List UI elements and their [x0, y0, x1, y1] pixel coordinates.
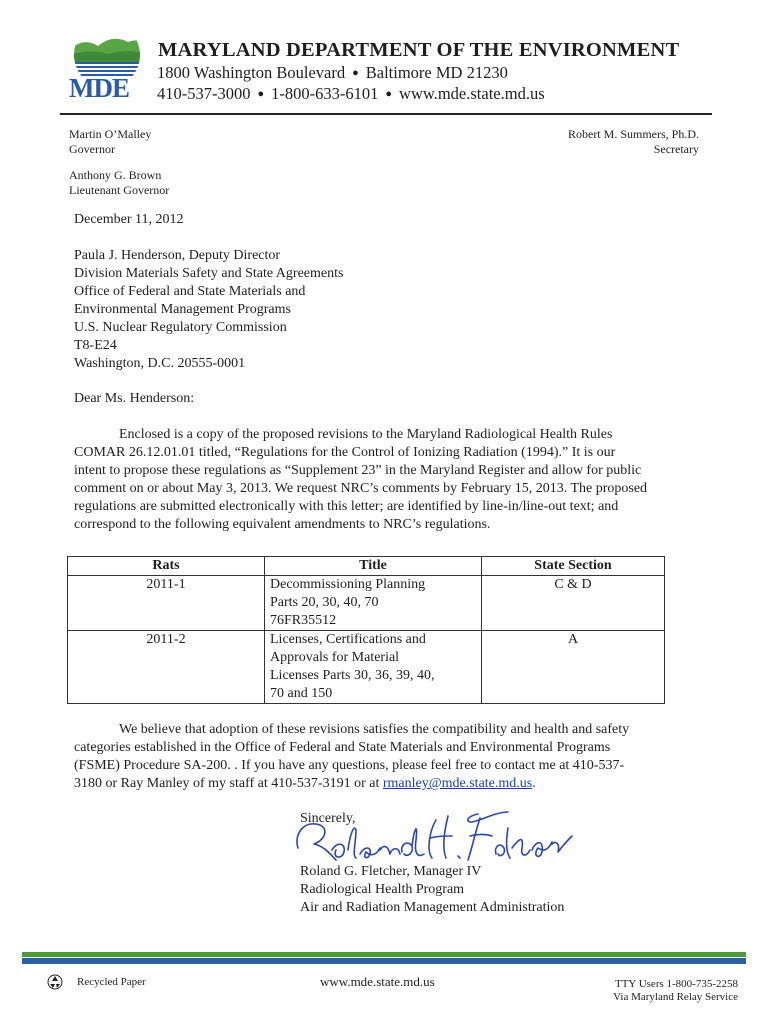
- lt-governor-title: Lieutenant Governor: [69, 183, 170, 197]
- lt-governor-block: [69, 168, 169, 198]
- relay-service: Via Maryland Relay Service: [613, 991, 738, 1003]
- recipient-line: Environmental Management Programs: [74, 302, 291, 317]
- paragraph-line: (FSME) Procedure SA-200. . If you have any questions, please feel free to contact me at 410-537-: [74, 758, 625, 773]
- address-street: 1800 Washington Boulevard: [157, 63, 346, 82]
- recipient-line: Washington, D.C. 20555-0001: [74, 356, 246, 371]
- salutation: Dear Ms. Henderson:: [74, 391, 195, 406]
- bullet-icon: ●: [385, 88, 393, 100]
- handwritten-signature: [286, 800, 586, 870]
- cell-state-section: C & D: [482, 576, 665, 631]
- recipient-line: U.S. Nuclear Regulatory Commission: [74, 320, 287, 335]
- title-line: 76FR35512: [270, 613, 337, 628]
- recipient-line: T8-E24: [74, 338, 117, 353]
- cell-rats: 2011-2: [68, 631, 265, 704]
- column-header-title: Title: [265, 557, 482, 576]
- agency-website[interactable]: www.mde.state.md.us: [399, 84, 545, 103]
- signer-name: Roland G. Fletcher, Manager IV: [300, 864, 482, 879]
- secretary-name: Robert M. Summers, Ph.D.: [567, 127, 699, 141]
- paragraph-line: We believe that adoption of these revisions satisfies the compatibility and health and safety: [119, 722, 630, 737]
- email-link[interactable]: rmanley@mde.state.md.us: [382, 776, 533, 791]
- closing: Sincerely,: [300, 811, 356, 826]
- secretary-block: [568, 127, 699, 157]
- table-header-row: [68, 557, 665, 576]
- agency-phone: 410-537-3000: [157, 84, 251, 103]
- table-row: [68, 576, 665, 631]
- lt-governor-name: Anthony G. Brown: [69, 168, 162, 182]
- footer-band-green: [22, 952, 746, 957]
- paragraph-line: Enclosed is a copy of the proposed revisions to the Maryland Radiological Health Rules: [119, 427, 613, 442]
- signer-administration: Air and Radiation Management Administration: [300, 900, 565, 915]
- contact-text: 3180 or Ray Manley of my staff at 410-537-3191 or at: [74, 776, 383, 791]
- column-header-rats: Rats: [68, 557, 265, 576]
- table-row: [68, 631, 665, 704]
- governor-name: Martin O’Malley: [69, 127, 152, 141]
- recipient-address: [74, 247, 343, 373]
- cell-state-section: A: [482, 631, 665, 704]
- signer-block: [300, 863, 564, 917]
- secretary-title: Secretary: [653, 142, 699, 156]
- cell-title: [265, 631, 482, 704]
- recipient-line: Division Materials Safety and State Agreements: [74, 266, 344, 281]
- footer-website[interactable]: www.mde.state.md.us: [320, 974, 435, 989]
- agency-address: [157, 63, 508, 83]
- agency-name: MARYLAND DEPARTMENT OF THE ENVIRONMENT: [158, 39, 680, 61]
- signer-program: Radiological Health Program: [300, 882, 465, 897]
- footer-band-blue: [22, 958, 746, 964]
- tty-number: TTY Users 1-800-735-2258: [614, 978, 738, 990]
- bullet-icon: ●: [257, 88, 265, 100]
- paragraph-line: comment on or about May 3, 2013. We request NRC’s comments by February 15, 2013. The proposed: [74, 481, 648, 496]
- title-line: 70 and 150: [270, 686, 333, 701]
- recycled-paper-label: Recycled Paper: [77, 976, 146, 988]
- paragraph-line: correspond to the following equivalent amendments to NRC’s regulations.: [74, 517, 491, 532]
- letter-date: December 11, 2012: [74, 212, 184, 227]
- paragraph-line: [74, 775, 629, 793]
- agency-toll-free: 1-800-633-6101: [271, 84, 379, 103]
- title-line: Licenses, Certifications and: [270, 632, 426, 647]
- paragraph-line: categories established in the Office of Federal and State Materials and Environmental Programs: [74, 740, 611, 755]
- title-line: Licenses Parts 30, 36, 39, 40,: [270, 668, 435, 683]
- title-line: Parts 20, 30, 40, 70: [270, 595, 379, 610]
- letterhead-divider: [60, 113, 712, 115]
- governor-title: Governor: [69, 142, 115, 156]
- paragraph-line: COMAR 26.12.01.01 titled, “Regulations for the Control of Ionizing Radiation (1994).” It is our: [74, 445, 616, 460]
- tty-block: [613, 978, 738, 1004]
- paragraph-intro: [74, 426, 647, 534]
- cell-rats: 2011-1: [68, 576, 265, 631]
- recycle-icon: [47, 974, 63, 990]
- bullet-icon: ●: [352, 67, 359, 79]
- paragraph-closing: [74, 721, 629, 793]
- cell-title: [265, 576, 482, 631]
- recipient-line: Paula J. Henderson, Deputy Director: [74, 248, 281, 263]
- address-city: Baltimore MD 21230: [365, 63, 508, 82]
- amendments-table: [67, 556, 665, 704]
- recipient-line: Office of Federal and State Materials and: [74, 284, 306, 299]
- title-line: Approvals for Material: [270, 650, 400, 665]
- title-line: Decommissioning Planning: [270, 577, 426, 592]
- agency-contacts: [157, 84, 545, 104]
- contact-text-end: .: [532, 776, 536, 791]
- paragraph-line: intent to propose these regulations as “Supplement 23” in the Maryland Register and allow for public: [74, 463, 642, 478]
- governor-block: [69, 127, 151, 157]
- column-header-state-section: State Section: [482, 557, 665, 576]
- logo-wordmark: MDE: [69, 73, 129, 103]
- paragraph-line: regulations are submitted electronically with this letter; are identified by line-in/line-out text; and: [74, 499, 619, 514]
